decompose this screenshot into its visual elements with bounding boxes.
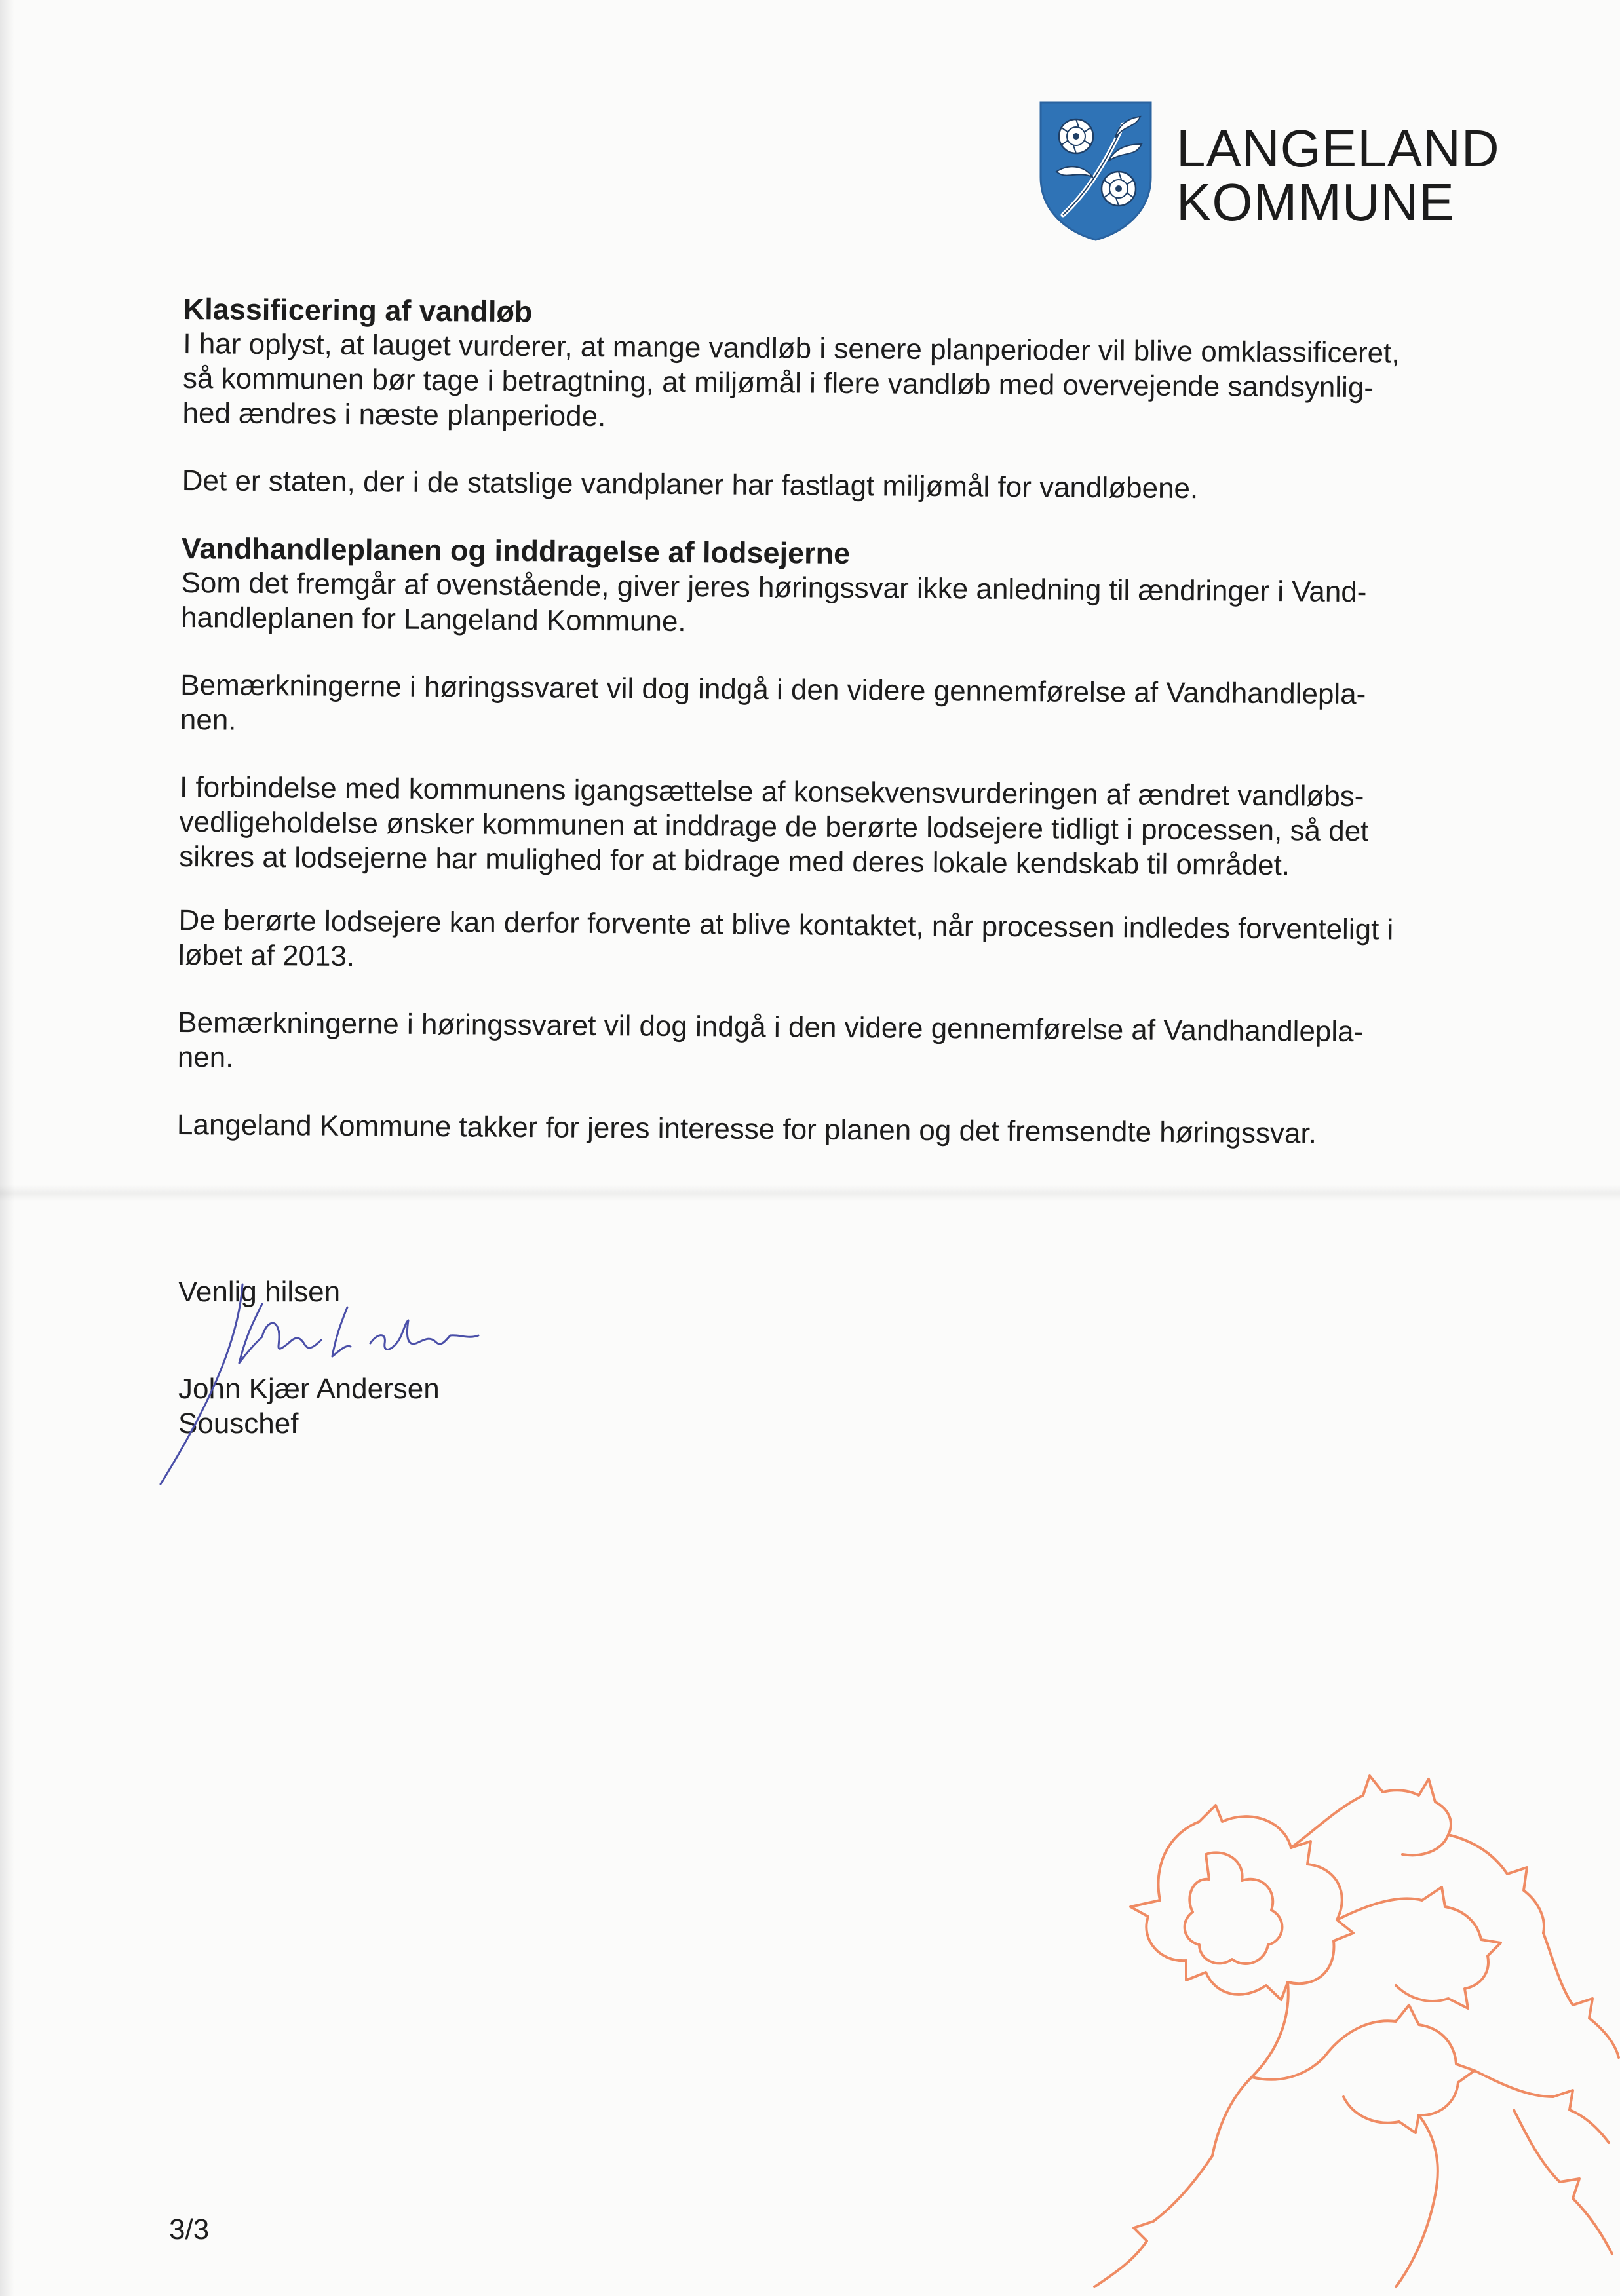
letter-body (177, 292, 1475, 1152)
org-name-line2: KOMMUNE (1176, 173, 1455, 231)
paragraph-line: Som det fremgår af ovenstående, giver jeres høringssvar ikke anledning til ændringer i Vand- (181, 566, 1367, 609)
organization-name (1176, 119, 1500, 231)
section-heading-classification: Klassificering af vandløb (183, 292, 533, 329)
handwritten-signature (147, 1258, 541, 1494)
paragraph-line: vedligeholdelse ønsker kommunen at inddrage de berørte lodsejere tidligt i processen, så det (179, 805, 1369, 848)
paragraph-line: I har oplyst, at lauget vurderer, at mange vandløb i senere planperioder vil blive omklassificeret, (183, 327, 1400, 370)
paragraph-line: I forbindelse med kommunens igangsættelse af konsekvensvurderingen af ændret vandløbs- (179, 771, 1364, 813)
section-heading-action-plan: Vandhandleplanen og inddragelse af lodsejerne (181, 531, 851, 570)
page-number: 3/3 (169, 2213, 210, 2246)
paragraph-line: Bemærkningerne i høringssvaret vil dog indgå i den videre gennemførelse af Vandhandlepla- (178, 1006, 1364, 1048)
paragraph-line: sikres at lodsejerne har mulighed for at bidrage med deres lokale kendskab til området. (179, 840, 1290, 882)
paragraph-line: så kommunen bør tage i betragtning, at miljømål i flere vandløb med overvejende sandsynlig- (182, 362, 1374, 404)
paragraph-line: Det er staten, der i de statslige vandplaner har fastlagt miljømål for vandløbene. (182, 464, 1199, 505)
signatory-name: John Kjær Andersen (178, 1373, 440, 1405)
paragraph-line: nen. (177, 1041, 234, 1074)
rose-watermark-icon (1055, 1769, 1620, 2296)
paragraph-line: nen. (180, 703, 237, 737)
municipality-logo (1037, 98, 1500, 249)
signatory-title: Souschef (178, 1407, 299, 1440)
paragraph-line: Bemærkningerne i høringssvaret vil dog indgå i den videre gennemførelse af Vandhandlepla- (180, 668, 1366, 711)
page-edge-shadow (0, 0, 14, 2296)
paper-fold-line (0, 1185, 1620, 1202)
paragraph-line: De berørte lodsejere kan derfor forvente at blive kontaktet, når processen indledes forventeligt i (178, 904, 1394, 946)
org-name-line1: LANGELAND (1176, 119, 1500, 178)
paragraph-line: handleplanen for Langeland Kommune. (180, 601, 686, 638)
coat-of-arms-icon (1037, 98, 1155, 242)
greeting: Venlig hilsen (178, 1276, 341, 1308)
paragraph-line: hed ændres i næste planperiode. (182, 396, 606, 433)
paragraph-line: løbet af 2013. (178, 938, 355, 973)
paragraph-line: Langeland Kommune takker for jeres interesse for planen og det fremsendte høringssvar. (176, 1108, 1317, 1150)
